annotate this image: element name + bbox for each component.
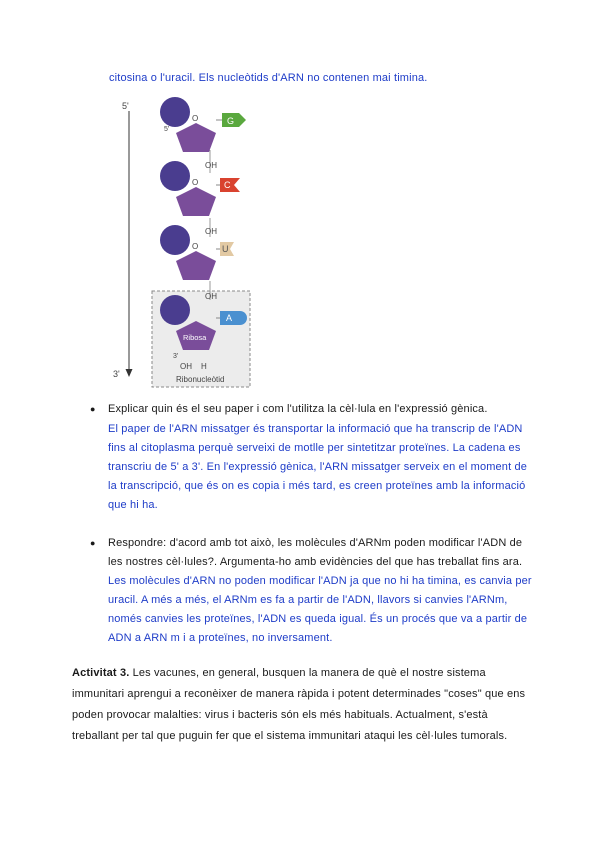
nucleotide-c <box>160 161 240 236</box>
activity-text: Les vacunes, en general, busquen la manera de què el nostre sistema <box>129 667 486 679</box>
ribose-sugar <box>176 187 216 216</box>
inner-5prime: 5' <box>164 126 170 133</box>
direction-arrow-head <box>126 369 133 377</box>
ring-oxygen: O <box>192 178 199 187</box>
intro-text: citosina o l'uracil. Els nucleòtids d'ARN no contenen mai timina. <box>109 72 428 84</box>
bullet1-answer-line: la transcripció, que és on es copia i més tard, es creen proteïnes amb la informació <box>108 480 526 492</box>
bullet1-answer-line: El paper de l'ARN missatger és transportar la informació que ha transcrip de l'ADN <box>108 423 523 435</box>
nucleotide-g <box>160 97 246 170</box>
box-caption: Ribonucleòtid <box>176 375 225 384</box>
phosphate-group <box>160 225 190 255</box>
activity-paragraph-line <box>72 667 486 679</box>
phosphate-group <box>160 161 190 191</box>
bullet-marker: ● <box>90 404 96 414</box>
sugar-label: Ribosa <box>183 333 207 342</box>
label-3prime: 3' <box>113 369 120 379</box>
hydroxyl: OH <box>205 161 217 170</box>
base-label-c: C <box>224 180 231 190</box>
bullet1-answer-line: que hi ha. <box>108 499 158 511</box>
bullet1-question: Explicar quin és el seu paper i com l'utilitza la cèl·lula en l'expressió gènica. <box>108 403 488 415</box>
bullet1-answer-line: fins al citoplasma perquè serveixi de motlle per sintetitzar proteïnes. La cadena es <box>108 442 521 454</box>
hydrogen: H <box>201 362 207 371</box>
bullet2-answer-line: Les molècules d'ARN no poden modificar l'ADN ja que no hi ha timina, es canvia per <box>108 575 532 587</box>
inner-3prime: 3' <box>173 353 179 360</box>
hydroxyl: OH <box>205 227 217 236</box>
rna-strand-diagram <box>100 95 270 395</box>
hydroxyl: OH <box>205 292 217 301</box>
bullet2-answer-line: uracil. A més a més, el ARNm es fa a partir de l'ADN, llavors si canvies l'ARNm, <box>108 594 508 606</box>
ribose-sugar <box>176 251 216 280</box>
bullet2-answer-line: només canvies les proteïnes, l'ADN es queda igual. És un procés que va a partir de <box>108 613 528 625</box>
bullet-marker: ● <box>90 538 96 548</box>
activity-paragraph-line: immunitari aprengui a reconèixer de manera ràpida i potent determinades "coses" que ens <box>72 688 526 700</box>
bullet2-answer-line: ADN a ARN m i a proteïnes, no inversament. <box>108 632 333 644</box>
base-label-u: U <box>222 244 229 254</box>
phosphate-group <box>160 97 190 127</box>
bullet1-answer-line: transcriu de 5' a 3'. En l'expressió gènica, l'ARN missatger serveix en el moment de <box>108 461 528 473</box>
hydroxyl: OH <box>180 362 192 371</box>
phosphate-group <box>160 295 190 325</box>
bullet2-question-line: les nostres cèl·lules?. Argumenta-ho amb evidències del que has treballat fins ara. <box>108 556 523 568</box>
label-5prime: 5' <box>122 101 129 111</box>
base-label-a: A <box>226 313 233 323</box>
activity-title: Activitat 3. <box>72 667 130 679</box>
base-shape-a <box>220 311 247 325</box>
activity-paragraph-line: poden provocar malalties: virus i bacteris són els més habituals. Actualment, s'està <box>72 709 488 721</box>
ring-oxygen: O <box>192 114 199 123</box>
base-label-g: G <box>227 116 235 126</box>
bullet2-question-line: Respondre: d'acord amb tot això, les molècules d'ARNm poden modificar l'ADN de <box>108 537 523 549</box>
ring-oxygen: O <box>192 242 199 251</box>
ribose-sugar <box>176 123 216 152</box>
activity-paragraph-line: treballant per tal que puguin fer que el sistema immunitari ataqui les cèl·lules tumorals. <box>72 730 508 742</box>
nucleotide-u <box>160 225 234 301</box>
